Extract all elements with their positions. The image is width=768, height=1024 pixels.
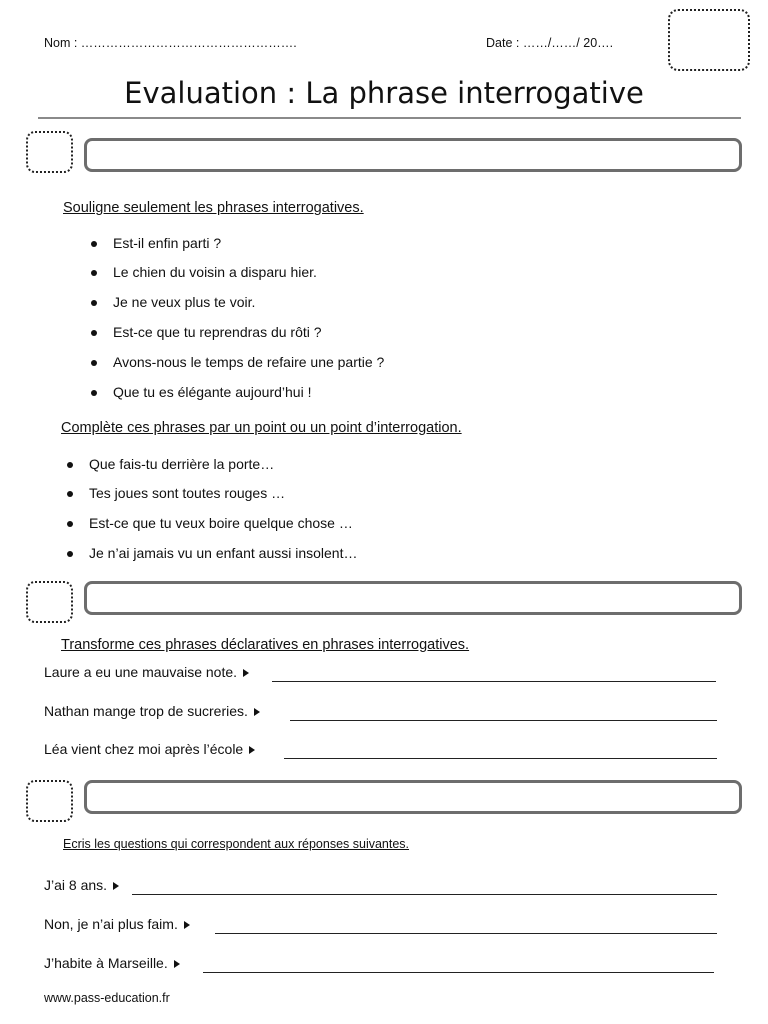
page-title: Evaluation : La phrase interrogative: [124, 76, 644, 110]
exercise4-answer: J’habite à Marseille.: [44, 955, 168, 971]
list-item: Est-il enfin parti ?: [113, 235, 222, 251]
question-line[interactable]: [203, 972, 714, 973]
section-score-box-2: [26, 581, 73, 623]
arrow-right-icon: [243, 669, 249, 677]
exercise3-sentence: Nathan mange trop de sucreries.: [44, 703, 248, 719]
exercise3-sentence: Laure a eu une mauvaise note.: [44, 664, 238, 680]
arrow-right-icon: [249, 746, 255, 754]
exercise1-instruction: Souligne seulement les phrases interrogatives.: [63, 200, 364, 216]
list-item: Que tu es élégante aujourd’hui !: [113, 384, 312, 400]
footer-website: www.pass-education.fr: [44, 991, 170, 1005]
list-item: Est-ce que tu reprendras du rôti ?: [113, 324, 322, 340]
exercise3-sentence: Léa vient chez moi après l’école: [44, 741, 244, 757]
section-score-box-1: [26, 131, 73, 173]
exercise3-instruction: Transforme ces phrases déclaratives en phrases interrogatives.: [61, 637, 470, 653]
name-field-label: Nom : …………………………………………….: [44, 36, 297, 50]
list-item: Je n’ai jamais vu un enfant aussi insolent…: [89, 545, 358, 561]
list-item: Le chien du voisin a disparu hier.: [113, 264, 317, 280]
date-field-label: Date : ……/……/ 20….: [486, 36, 614, 50]
section-title-bar-1: [84, 138, 742, 172]
title-divider: [38, 117, 741, 119]
question-line[interactable]: [132, 894, 717, 895]
exercise3-row: [44, 664, 257, 680]
exercise4-instruction: Ecris les questions qui correspondent aux réponses suivantes.: [63, 837, 410, 851]
arrow-right-icon: [184, 921, 190, 929]
exercise4-row: [44, 877, 127, 893]
list-item: Tes joues sont toutes rouges …: [89, 485, 286, 501]
section-score-box-3: [26, 780, 73, 822]
exercise2-instruction: Complète ces phrases par un point ou un point d’interrogation.: [61, 420, 462, 436]
exercise4-answer: J’ai 8 ans.: [44, 877, 108, 893]
answer-line[interactable]: [272, 681, 716, 682]
section-title-bar-3: [84, 780, 742, 814]
list-item: Avons-nous le temps de refaire une partie ?: [113, 354, 385, 370]
answer-line[interactable]: [284, 758, 717, 759]
list-item: Je ne veux plus te voir.: [113, 294, 256, 310]
exercise4-answer: Non, je n’ai plus faim.: [44, 916, 178, 932]
arrow-right-icon: [174, 960, 180, 968]
grade-box: [668, 9, 750, 71]
list-item: Est-ce que tu veux boire quelque chose …: [89, 515, 353, 531]
section-title-bar-2: [84, 581, 742, 615]
question-line[interactable]: [215, 933, 717, 934]
arrow-right-icon: [254, 708, 260, 716]
answer-line[interactable]: [290, 720, 717, 721]
arrow-right-icon: [113, 882, 119, 890]
exercise3-row: [44, 703, 268, 719]
list-item: Que fais-tu derrière la porte…: [89, 456, 275, 472]
exercise3-row: [44, 741, 263, 757]
exercise4-row: [44, 916, 198, 932]
exercise4-row: [44, 955, 188, 971]
